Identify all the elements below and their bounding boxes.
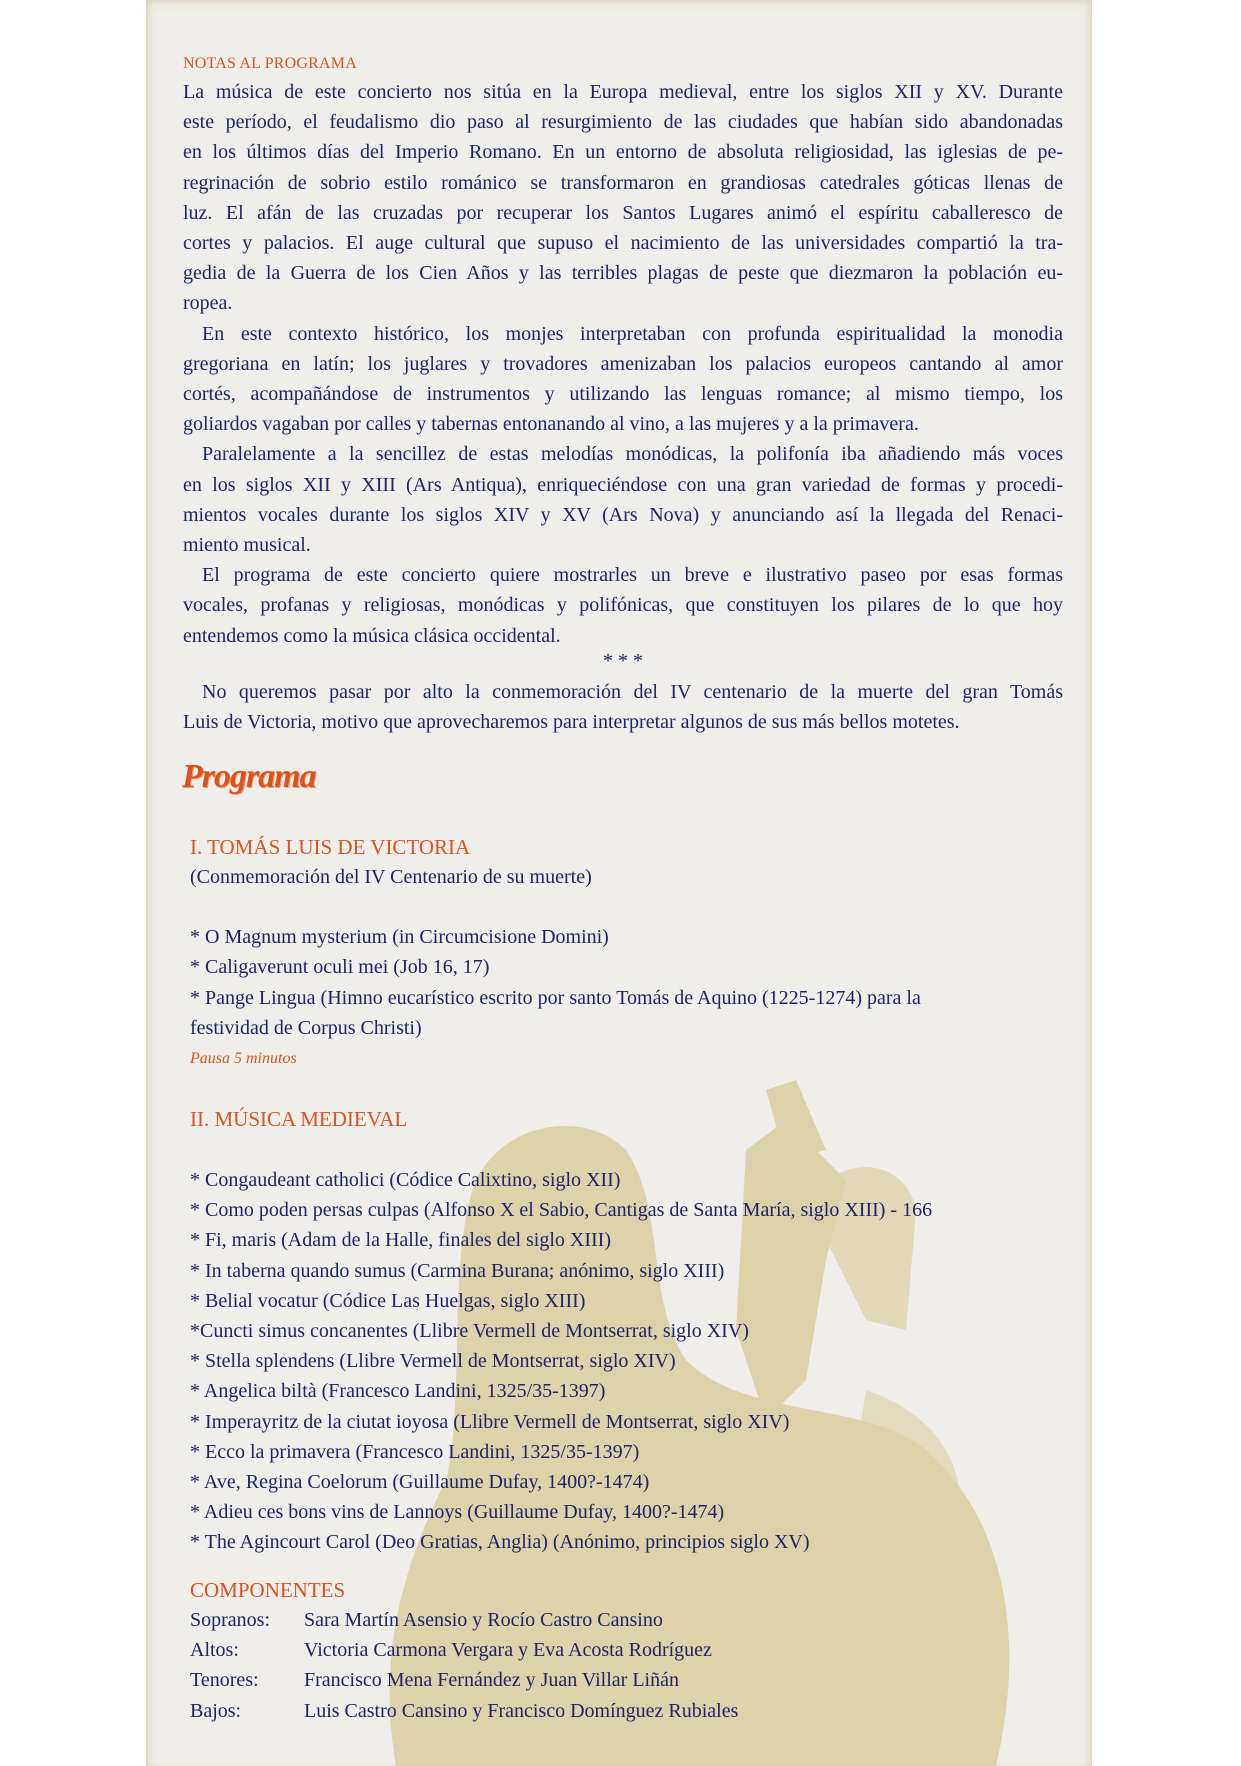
program-item: * Angelica biltà (Francesco Landini, 1325/35-1397): [190, 1380, 606, 1403]
notes-line: La música de este concierto nos sitúa en la Europa medieval, entre los siglos XII y XV. Durante: [183, 81, 1063, 103]
notes-title: NOTAS AL PROGRAMA: [183, 55, 357, 72]
program-item: * Caligaverunt oculi mei (Job 16, 17): [190, 956, 490, 978]
voice-role: Bajos:: [190, 1699, 242, 1722]
program-item: festividad de Corpus Christi): [190, 1017, 422, 1039]
component-row: [190, 1696, 738, 1726]
singer-names: Luis Castro Cansino y Francisco Domínguez Rubiales: [304, 1699, 739, 1722]
program-item: * Belial vocatur (Códice Las Huelgas, siglo XIII): [190, 1289, 586, 1312]
program-page: [146, 0, 1092, 1766]
component-row: [190, 1605, 663, 1635]
closing-line: Luis de Victoria, motivo que aprovecharemos para interpretar algunos de sus más bellos motetes.: [183, 711, 960, 733]
notes-line: mientos vocales durante los siglos XIV y XV (Ars Nova) y anunciando así la llegada del Renaci-: [183, 503, 1063, 526]
section1-title: I. TOMÁS LUIS DE VICTORIA: [190, 835, 471, 859]
components-title: COMPONENTES: [190, 1578, 346, 1602]
notes-line: regrinación de sobrio estilo románico se transformaron en grandiosas catedrales góticas llenas de: [183, 171, 1063, 194]
program-item: * O Magnum mysterium (in Circumcisione Domini): [190, 926, 609, 948]
component-row: [190, 1635, 712, 1665]
notes-line: El programa de este concierto quiere mostrarles un breve e ilustrativo paseo por esas formas: [202, 564, 1063, 587]
notes-line: gregoriana en latín; los juglares y trovadores amenizaban los palacios europeos cantando al amor: [183, 352, 1063, 375]
program-item: * Ecco la primavera (Francesco Landini, 1325/35-1397): [190, 1440, 640, 1463]
notes-line: Paralelamente a la sencillez de estas melodías monódicas, la polifonía iba añadiendo más voces: [202, 443, 1063, 466]
notes-line: entendemos como la música clásica occidental.: [183, 624, 561, 647]
program-item: * Como poden persas culpas (Alfonso X el Sabio, Cantigas de Santa María, siglo XIII) - 166: [190, 1199, 933, 1222]
notes-line: cortes y palacios. El auge cultural que supuso el nacimiento de las universidades compartió la tra-: [183, 232, 1063, 254]
notes-line: vocales, profanas y religiosas, monódicas y polifónicas, que constituyen los pilares de lo que hoy: [183, 594, 1063, 617]
component-row: [190, 1665, 679, 1695]
program-item: * Fi, maris (Adam de la Halle, finales del siglo XIII): [190, 1229, 611, 1252]
voice-role: Sopranos:: [190, 1609, 270, 1631]
program-item: * In taberna quando sumus (Carmina Burana; anónimo, siglo XIII): [190, 1259, 725, 1282]
programa-heading: Programa: [182, 758, 316, 795]
notes-line: miento musical.: [183, 534, 311, 556]
program-item: * Adieu ces bons vins de Lannoys (Guillaume Dufay, 1400?-1474): [190, 1501, 725, 1524]
program-item: * Pange Lingua (Himno eucarístico escrito por santo Tomás de Aquino (1225-1274) para la: [190, 987, 921, 1009]
notes-line: cortés, acompañándose de instrumentos y utilizando las lenguas romance; al mismo tiempo, los: [183, 383, 1063, 405]
singer-names: Sara Martín Asensio y Rocío Castro Cansino: [304, 1609, 663, 1631]
program-item: * The Agincourt Carol (Deo Gratias, Anglia) (Anónimo, principios siglo XV): [190, 1531, 810, 1554]
voice-role: Altos:: [190, 1639, 239, 1662]
closing-line: No queremos pasar por alto la conmemoración del IV centenario de la muerte del gran Tomás: [202, 681, 1063, 703]
pause-note: Pausa 5 minutos: [190, 1050, 297, 1067]
program-item: * Imperayritz de la ciutat ioyosa (Llibre Vermell de Montserrat, siglo XIV): [190, 1410, 790, 1433]
program-item: * Congaudeant catholici (Códice Calixtino, siglo XII): [190, 1169, 621, 1191]
singer-names: Francisco Mena Fernández y Juan Villar Liñán: [304, 1669, 679, 1692]
voice-role: Tenores:: [190, 1669, 259, 1692]
notes-line: ropea.: [183, 292, 233, 315]
notes-line: este período, el feudalismo dio paso al resurgimiento de las ciudades que habían sido abandonadas: [183, 111, 1063, 134]
notes-line: gedia de la Guerra de los Cien Años y las terribles plagas de peste que diezmaron la población eu-: [183, 262, 1063, 285]
notes-line: en los últimos días del Imperio Romano. En un entorno de absoluta religiosidad, las iglesias de pe-: [183, 141, 1063, 164]
separator: * * *: [603, 650, 643, 672]
singer-names: Victoria Carmona Vergara y Eva Acosta Rodríguez: [304, 1639, 712, 1662]
program-item: * Ave, Regina Coelorum (Guillaume Dufay, 1400?-1474): [190, 1471, 650, 1493]
section2-title: II. MÚSICA MEDIEVAL: [190, 1107, 408, 1131]
program-item: *Cuncti simus concanentes (Llibre Vermell de Montserrat, siglo XIV): [190, 1320, 749, 1342]
notes-line: luz. El afán de las cruzadas por recuperar los Santos Lugares animó el espíritu caballeresco de: [183, 201, 1063, 224]
notes-line: goliardos vagaban por calles y tabernas entonanando al vino, a las mujeres y a la primavera.: [183, 413, 919, 436]
section1-subtitle: (Conmemoración del IV Centenario de su muerte): [190, 866, 592, 888]
program-item: * Stella splendens (Llibre Vermell de Montserrat, siglo XIV): [190, 1350, 676, 1373]
notes-line: En este contexto histórico, los monjes interpretaban con profunda espiritualidad la monodia: [202, 322, 1063, 345]
notes-line: en los siglos XII y XIII (Ars Antiqua), enriqueciéndose con una gran variedad de formas y procedi-: [183, 473, 1063, 496]
